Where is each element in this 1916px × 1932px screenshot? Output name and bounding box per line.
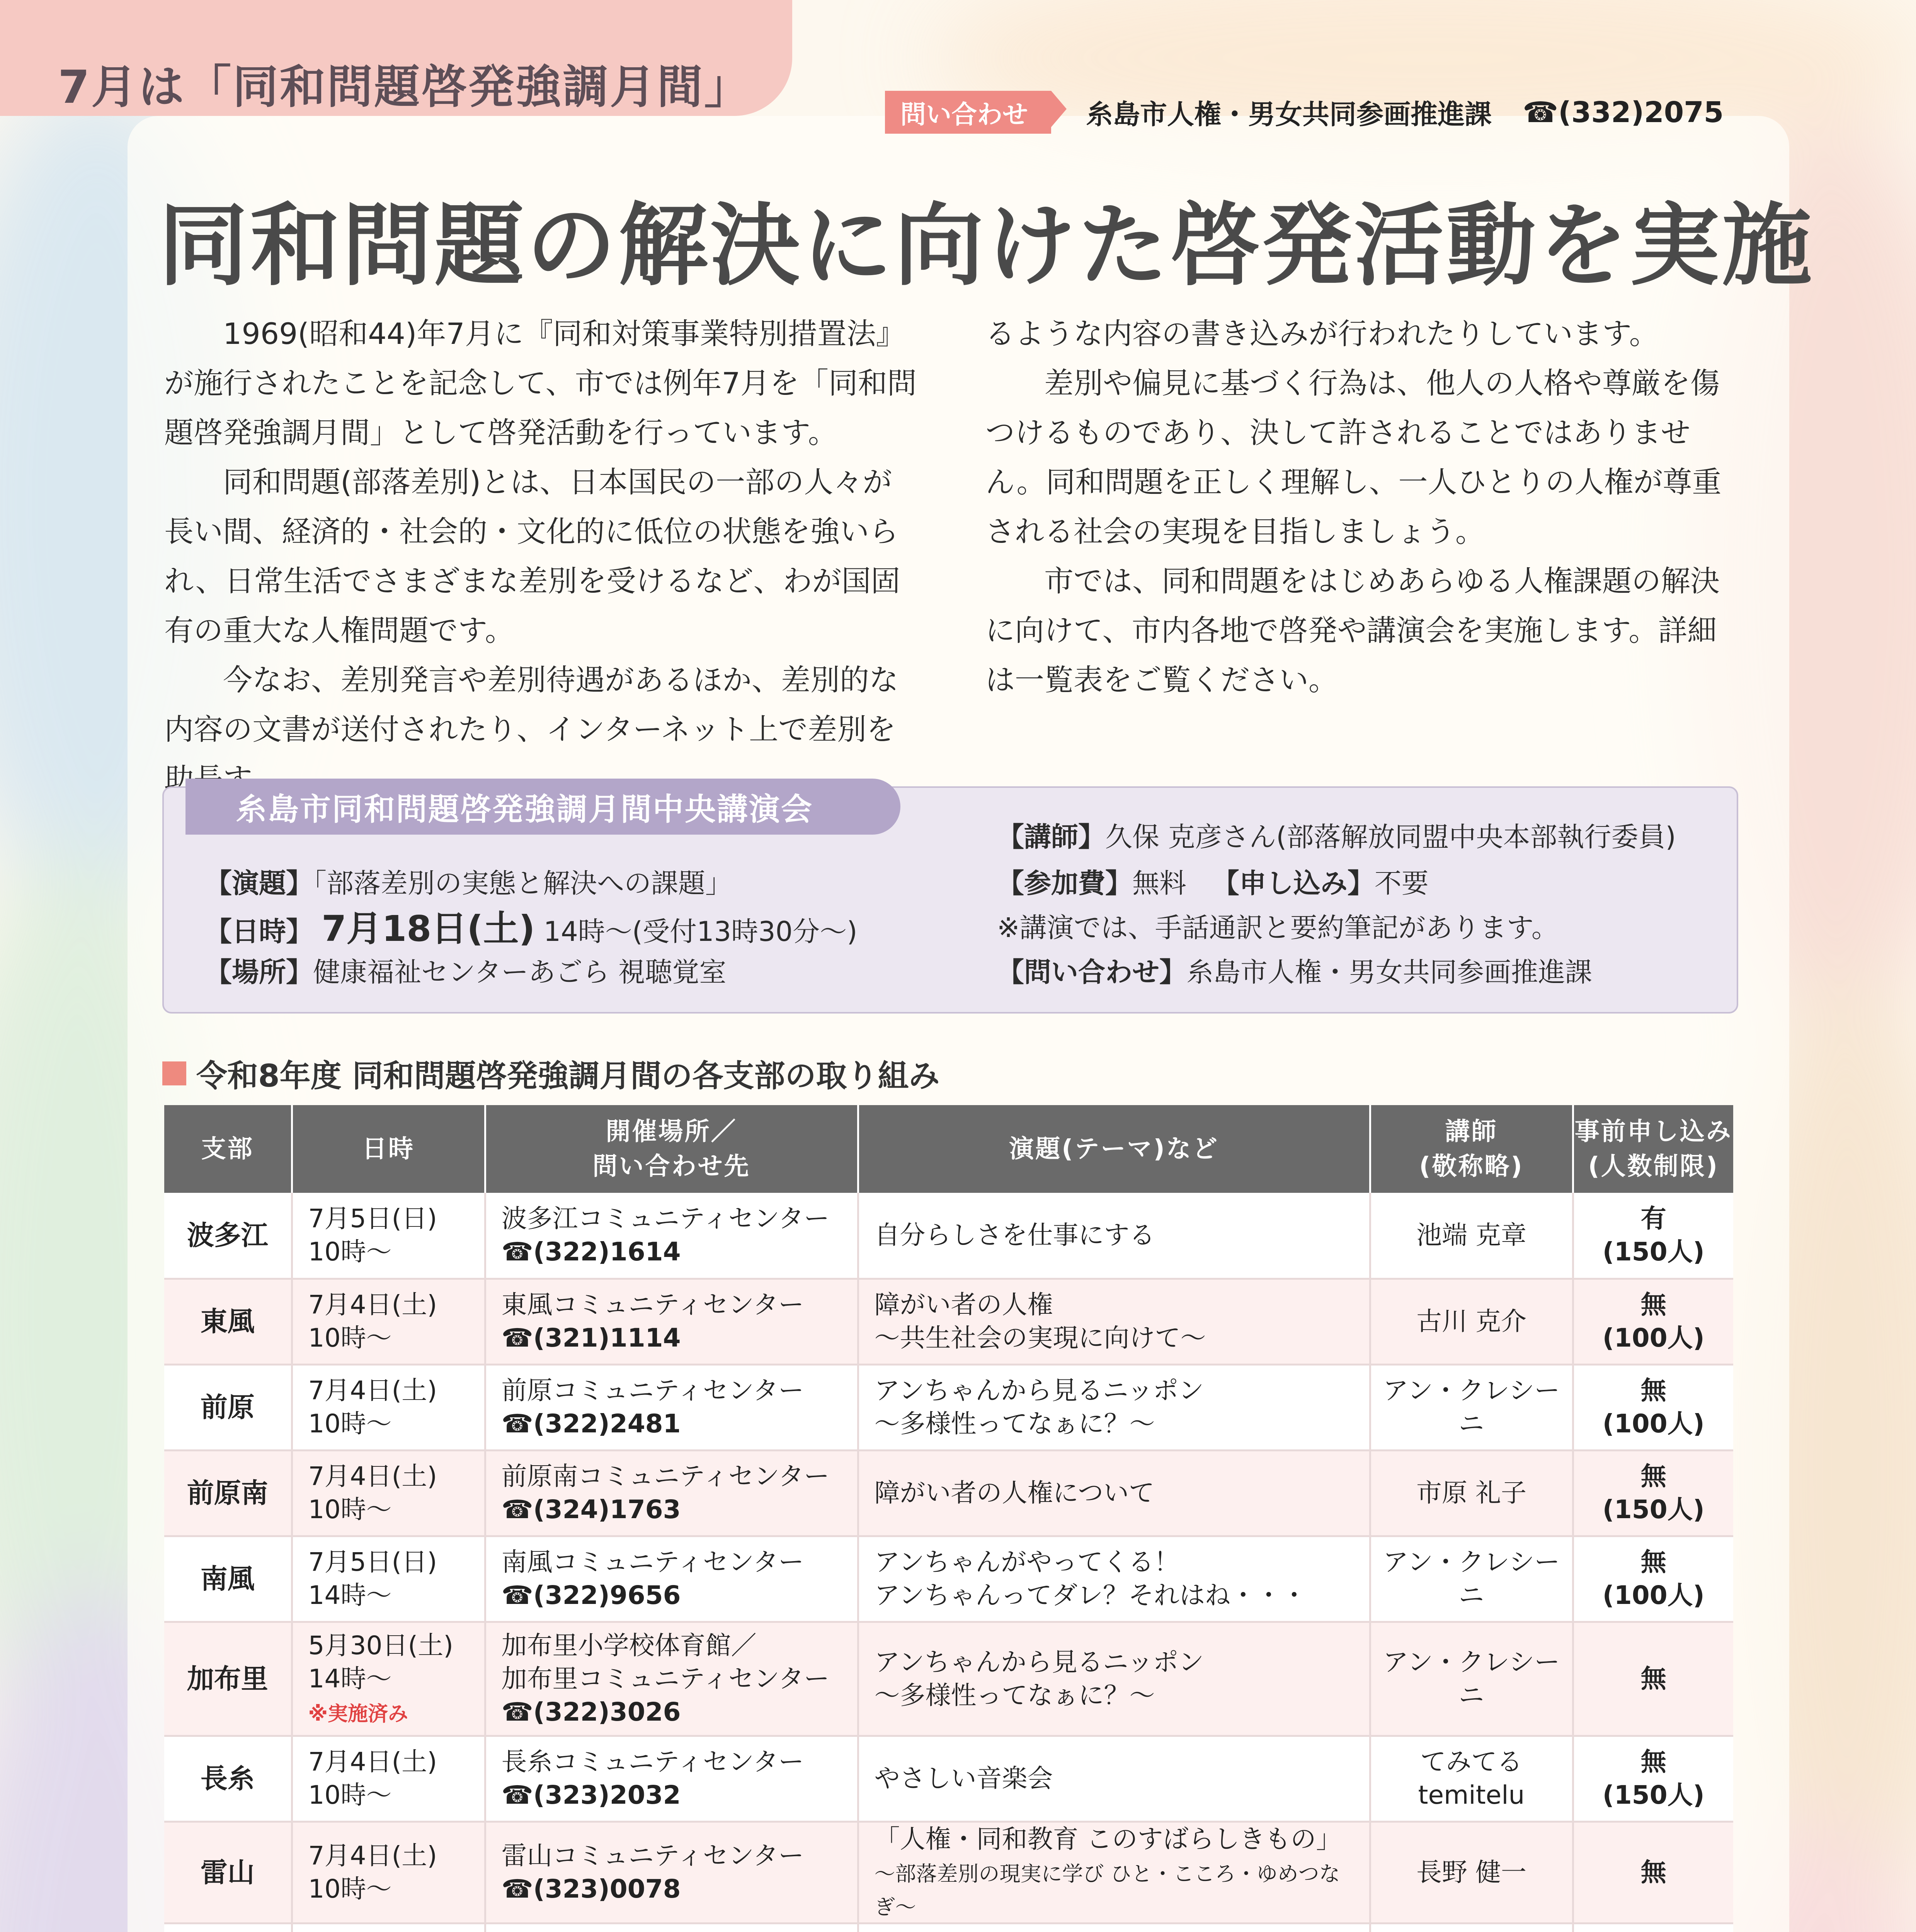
venue-name: 前原南コミュニティセンター — [502, 1461, 830, 1491]
theme-title: アンちゃんがやってくる！ — [875, 1547, 1179, 1577]
capacity-limit: (150人) — [1603, 1237, 1705, 1267]
venue-name: 加布里小学校体育館／ — [502, 1631, 757, 1660]
header-venue: 開催場所／ 問い合わせ先 — [485, 1105, 858, 1193]
venue-phone: ☎(322)2481 — [502, 1409, 681, 1439]
lecturer-name: 古川 克介 — [1416, 1306, 1526, 1336]
venue-phone: ☎(323)2032 — [502, 1780, 681, 1810]
intro-paragraph: るような内容の書き込みが行われたりしています。 — [985, 309, 1739, 359]
branch-name: 前原 — [201, 1391, 255, 1423]
lecture-place: 【場所】健康福祉センターあごら 視聴覚室 — [205, 951, 726, 990]
venue-name: 東風コミュニティセンター — [502, 1290, 804, 1320]
venue-phone: ☎(322)1614 — [502, 1237, 681, 1267]
intro-paragraph: 差別や偏見に基づく行為は、他人の人格や尊厳を傷つけるものであり、決して許されることではありません。同和問題を正しく理解し、一人ひとりの人権が尊重される社会の実現を目指しましょう。 — [985, 359, 1739, 556]
lecture-fee: 【参加費】無料 【申し込み】不要 — [997, 862, 1429, 901]
intro-paragraph: 市では、同和問題をはじめあらゆる人権課題の解決に向けて、市内各地で啓発や講演会を実施します。詳細は一覧表をご覧ください。 — [985, 556, 1739, 705]
event-date: 7月4日(土) — [308, 1290, 437, 1320]
lecture-date: 【日時】 7月18日(土) 14時～(受付13時30分～) — [205, 900, 858, 951]
lecturer-name: 池端 克章 — [1416, 1220, 1526, 1250]
event-time: 10時～ — [308, 1874, 392, 1904]
event-time: 14時～ — [308, 1580, 392, 1610]
lecturer-name: 長野 健一 — [1416, 1857, 1526, 1887]
intro-paragraph: 1969(昭和44)年7月に『同和対策事業特別措置法』が施行されたことを記念して、市では例年7月を「同和問題啓発強調月間」として啓発活動を行っています。 — [164, 309, 918, 457]
lecture-theme: 【演題】「部落差別の実態と解決への課題」 — [205, 862, 732, 901]
registration-required: 無 — [1641, 1290, 1666, 1320]
theme-title: アンちゃんから見るニッポン — [875, 1376, 1204, 1405]
event-time: 14時～ — [308, 1664, 392, 1694]
intro-paragraph: 今なお、差別発言や差別待遇があるほか、差別的な内容の文書が送付されたり、インターネット上で差別を助 — [164, 655, 918, 804]
venue-phone: ☎(322)3026 — [502, 1697, 681, 1727]
venue-phone: ☎(324)1763 — [502, 1495, 681, 1524]
lecture-contact: 【問い合わせ】糸島市人権・男女共同参画推進課 — [997, 951, 1592, 990]
contact-org: 糸島市人権・男女共同参画推進課 — [1086, 93, 1492, 132]
branch-name: 雷山 — [201, 1857, 255, 1888]
theme-subtitle: アンちゃんってダレ？それはね・・・ — [875, 1580, 1307, 1610]
lecturer-name: アン・クレシーニ — [1383, 1647, 1560, 1710]
contact-phone: ☎(332)2075 — [1523, 96, 1724, 129]
theme-subtitle: ～部落差別の現実に学び ひと・こころ・ゆめつなぎ～ — [875, 1862, 1340, 1919]
theme-title: 障がい者の人権 — [875, 1290, 1053, 1320]
branch-name: 東風 — [201, 1306, 255, 1337]
venue-name: 波多江コミュニティセンター — [502, 1204, 830, 1233]
theme-title: 自分らしさを仕事にする — [875, 1220, 1155, 1250]
capacity-limit: (150人) — [1603, 1495, 1705, 1524]
event-date: 7月4日(土) — [308, 1376, 437, 1405]
branch-name: 加布里 — [187, 1663, 268, 1695]
theme-subtitle: ～多様性ってなぁに？～ — [875, 1409, 1155, 1439]
month-banner-text: 7月は「同和問題啓発強調月間」 — [58, 50, 751, 116]
registration-required: 無 — [1641, 1376, 1666, 1405]
lecturer-name: 市原 礼子 — [1416, 1478, 1526, 1508]
lecturer-name: てみてる — [1421, 1747, 1523, 1777]
event-time: 10時～ — [308, 1237, 392, 1267]
event-time: 10時～ — [308, 1495, 392, 1524]
lecturer-name: アン・クレシーニ — [1383, 1547, 1560, 1610]
lecture-note: ※講演では、手話通訳と要約筆記があります。 — [997, 906, 1559, 945]
header-datetime: 日時 — [292, 1105, 485, 1193]
header-lecturer: 講師 (敬称略) — [1370, 1105, 1573, 1193]
venue-name: 長糸コミュニティセンター — [502, 1747, 804, 1777]
intro-paragraph: 同和問題(部落差別)とは、日本国民の一部の人々が長い間、経済的・社会的・文化的に低位の状態を強いられ、日常生活でさまざまな差別を受けるなど、わが国固有の重大な人権問題です。 — [164, 457, 918, 655]
venue-phone: ☎(323)0078 — [502, 1874, 681, 1904]
venue-phone: ☎(322)9656 — [502, 1580, 681, 1610]
lecturer-name: temitelu — [1418, 1780, 1525, 1810]
event-time: 10時～ — [308, 1323, 392, 1353]
registration-required: 無 — [1641, 1547, 1666, 1577]
venue-name: 雷山コミュニティセンター — [502, 1841, 804, 1871]
theme-title: 障がい者の人権について — [875, 1478, 1155, 1508]
branch-name: 波多江 — [187, 1219, 268, 1251]
venue-name: 前原コミュニティセンター — [502, 1376, 804, 1405]
branch-name: 長糸 — [201, 1763, 255, 1794]
event-date: 7月4日(土) — [308, 1747, 437, 1777]
capacity-limit: (100人) — [1603, 1323, 1705, 1353]
event-date: 7月5日(日) — [308, 1204, 437, 1233]
lecturer-name: アン・クレシーニ — [1383, 1376, 1560, 1439]
central-lecture-heading: 糸島市同和問題啓発強調月間中央講演会 — [185, 779, 900, 835]
event-time: 10時～ — [308, 1780, 392, 1810]
venue-name: 南風コミュニティセンター — [502, 1547, 804, 1577]
theme-title: やさしい音楽会 — [875, 1764, 1053, 1793]
capacity-limit: (100人) — [1603, 1409, 1705, 1439]
capacity-limit: (150人) — [1603, 1780, 1705, 1810]
header-branch: 支部 — [164, 1105, 292, 1193]
theme-subtitle: ～共生社会の実現に向けて～ — [875, 1323, 1206, 1353]
header-registration: 事前申し込み (人数制限) — [1573, 1105, 1733, 1193]
event-date: 5月30日(土) — [308, 1631, 453, 1660]
page-title: 同和問題の解決に向けた啓発活動を実施 — [158, 174, 1814, 303]
event-time: 10時～ — [308, 1409, 392, 1439]
branch-name: 南風 — [201, 1563, 255, 1595]
theme-subtitle: ～多様性ってなぁに？～ — [875, 1680, 1155, 1710]
event-date: 7月4日(土) — [308, 1841, 437, 1871]
registration-required: 無 — [1641, 1747, 1666, 1777]
theme-title: アンちゃんから見るニッポン — [875, 1647, 1204, 1677]
registration-required: 有 — [1641, 1204, 1666, 1233]
registration-required: 無 — [1641, 1664, 1666, 1694]
header-theme: 演題(テーマ)など — [858, 1105, 1370, 1193]
registration-required: 無 — [1641, 1857, 1666, 1887]
venue-name: 加布里コミュニティセンター — [502, 1664, 830, 1694]
status-note: ※実施済み — [308, 1702, 408, 1726]
capacity-limit: (100人) — [1603, 1580, 1705, 1610]
event-date: 7月5日(日) — [308, 1547, 437, 1577]
section-heading: 令和8年度 同和問題啓発強調月間の各支部の取り組み — [162, 1051, 940, 1095]
venue-phone: ☎(321)1114 — [502, 1323, 681, 1353]
event-date: 7月4日(土) — [308, 1461, 437, 1491]
contact-tag: 問い合わせ — [885, 91, 1051, 134]
branch-name: 前原南 — [187, 1477, 268, 1509]
lecture-lecturer: 【講師】久保 克彦さん(部落解放同盟中央本部執行委員) — [997, 815, 1676, 854]
registration-required: 無 — [1641, 1461, 1666, 1491]
theme-title: 「人権・同和教育 このすばらしきもの」 — [875, 1824, 1342, 1854]
